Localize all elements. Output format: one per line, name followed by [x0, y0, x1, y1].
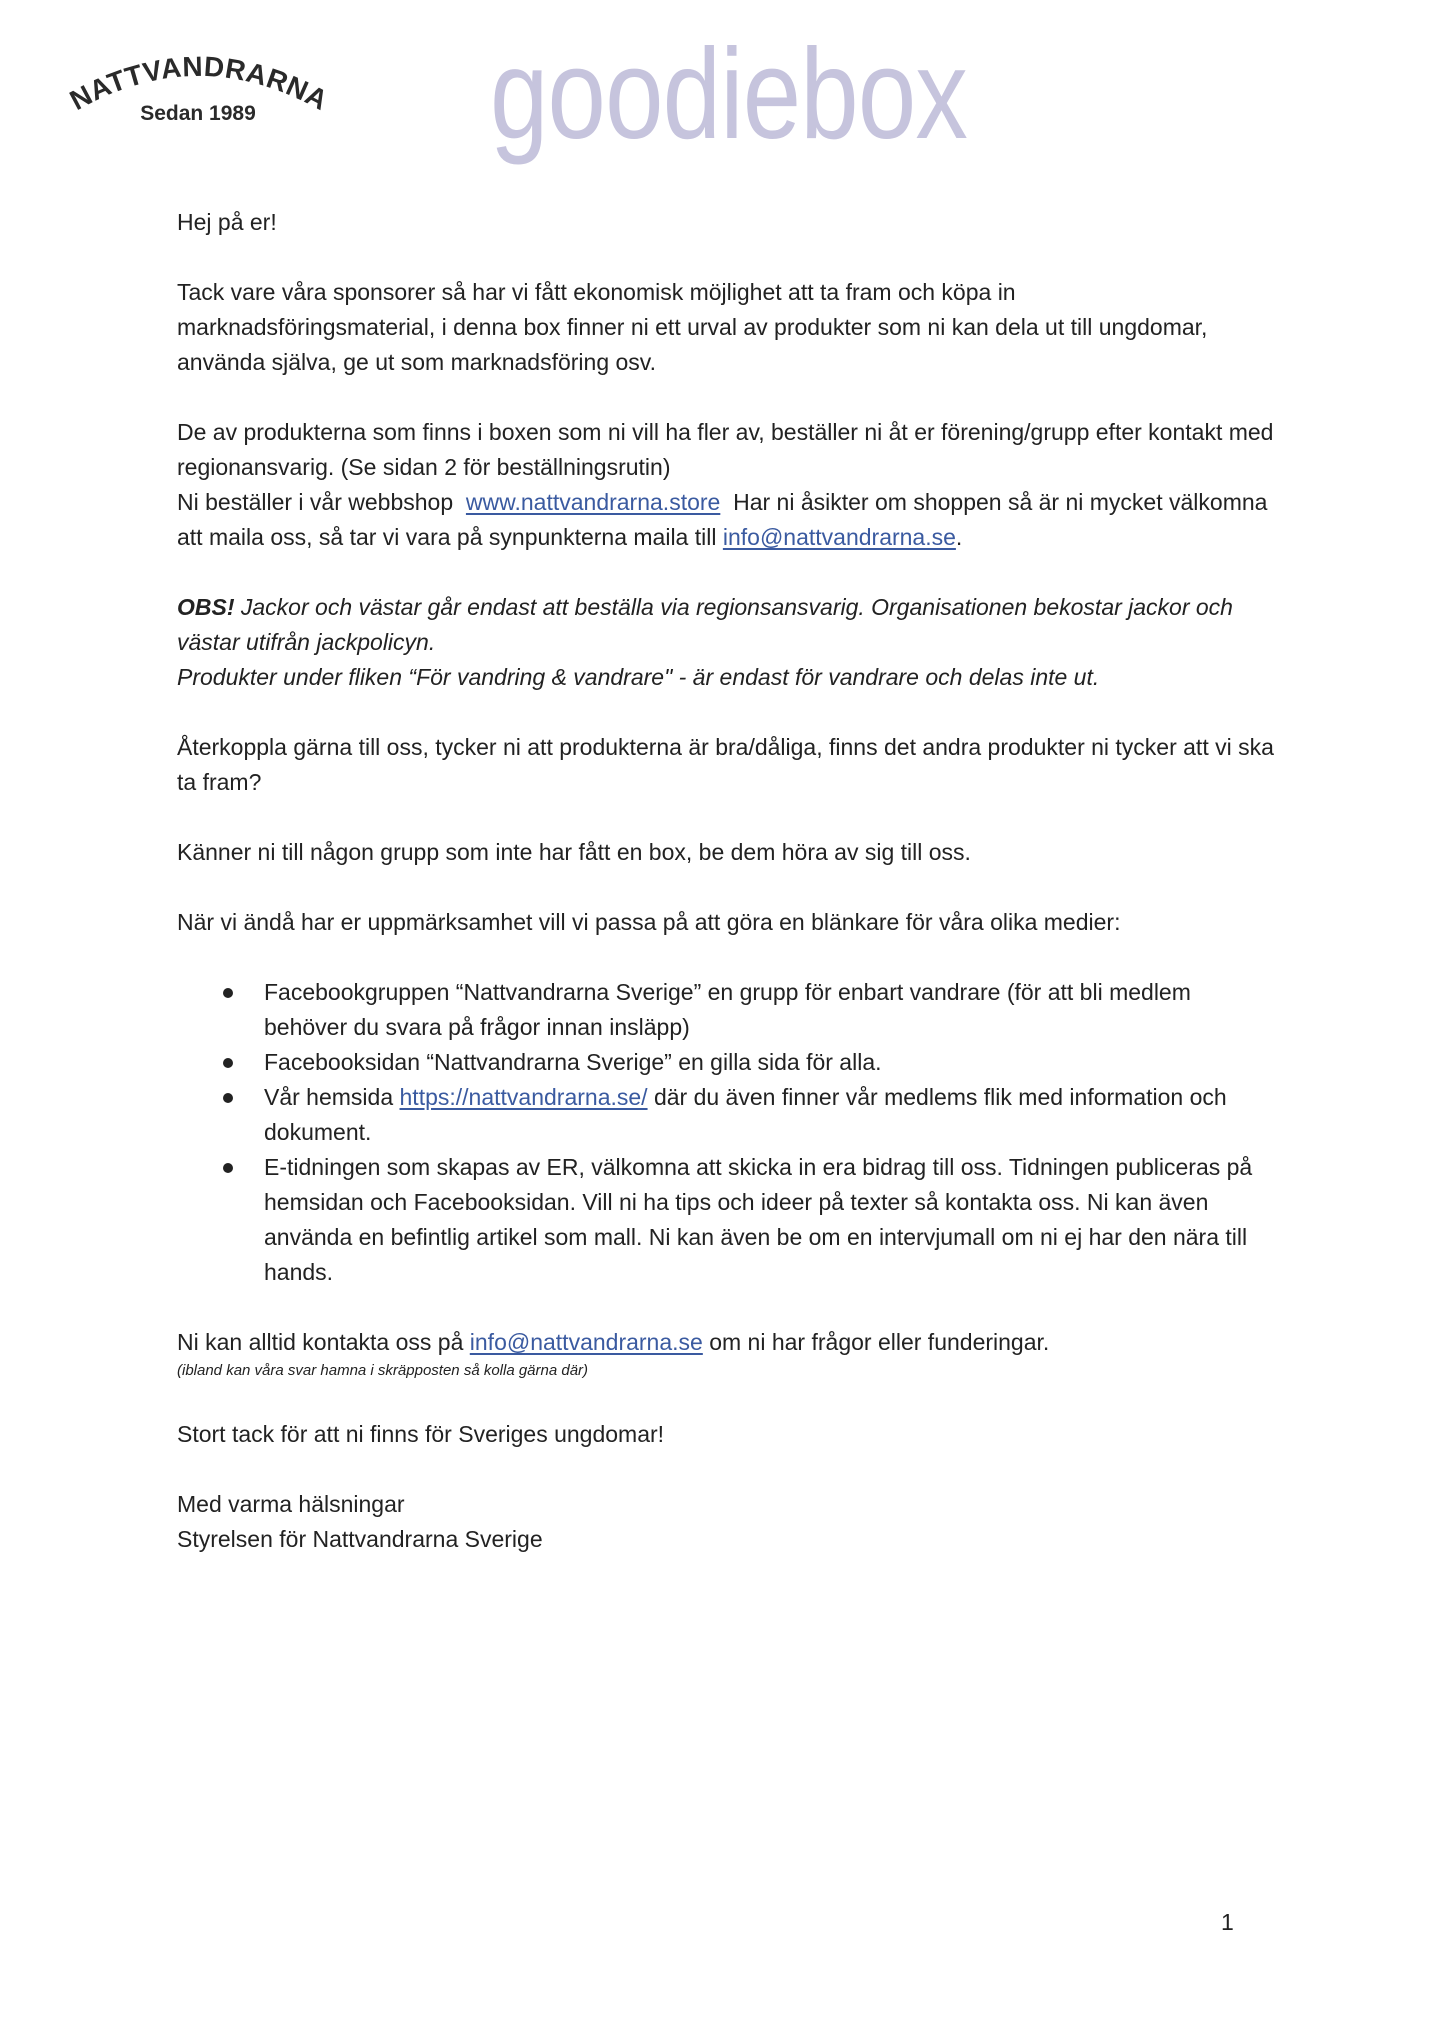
- contact-prefix: Ni kan alltid kontakta oss på: [177, 1329, 470, 1355]
- obs-text: Jackor och västar går endast att beställa via regionsansvarig. Organisationen bekostar jackor och västar utifrån jackpolicyn.: [177, 594, 1233, 655]
- signature-line: Styrelsen för Nattvandrarna Sverige: [177, 1526, 543, 1552]
- bullet-icon: [223, 1093, 233, 1103]
- list-item-suffix: där du även finner vår medlems flik med information och dokument.: [264, 1084, 1227, 1145]
- spam-note: (ibland kan våra svar hamna i skräpposten så kolla gärna där): [177, 1362, 589, 1379]
- email-link[interactable]: info@nattvandrarna.se: [722, 524, 956, 550]
- list-item: [177, 1080, 1277, 1150]
- list-item-text: Facebooksidan “Nattvandrarna Sverige” en gilla sida för alla.: [264, 1049, 882, 1075]
- contact-paragraph: [177, 1325, 1277, 1360]
- nattvandrarna-logo: [58, 46, 338, 128]
- contact-email-link[interactable]: info@nattvandrarna.se: [469, 1329, 703, 1355]
- email-suffix: .: [955, 524, 963, 550]
- website-link[interactable]: https://nattvandrarna.se/: [399, 1084, 648, 1110]
- list-item-text: E-tidningen som skapas av ER, välkomna att skicka in era bidrag till oss. Tidningen publiceras på hemsidan och Facebooksidan. Vill ni ha tips och ideer på texter så kontakta oss. Ni kan även använda en befintlig artikel som mall. Ni kan även be om en intervjumall om ni ej har den nära till hands.: [264, 1154, 1253, 1285]
- thanks-line: Stort tack för att ni finns för Sveriges ungdomar!: [177, 1421, 665, 1447]
- feedback-paragraph: Återkoppla gärna till oss, tycker ni att produkterna är bra/dåliga, finns det andra produkter ni tycker att vi ska ta fram?: [177, 734, 1274, 795]
- media-intro: När vi ändå har er uppmärksamhet vill vi passa på att göra en blänkare för våra olika medier:: [177, 909, 1121, 935]
- bullet-icon: [223, 1163, 233, 1173]
- contact-suffix: om ni har frågor eller funderingar.: [702, 1329, 1050, 1355]
- list-item: [177, 975, 1277, 1045]
- list-item: [177, 1150, 1277, 1290]
- intro-paragraph: Tack vare våra sponsorer så har vi fått ekonomisk möjlighet att ta fram och köpa in marknadsföringsmaterial, i denna box finner ni ett urval av produkter som ni kan dela ut till ungdomar, använda själva, ge ut som marknadsföring osv.: [177, 279, 1208, 375]
- logo-arch-text: NATTVANDRARNA: [64, 50, 334, 117]
- page-number: 1: [1221, 1909, 1234, 1935]
- obs-label: OBS!: [177, 594, 235, 620]
- webshop-link[interactable]: www.nattvandrarna.store: [465, 489, 721, 515]
- obs-paragraph: [177, 590, 1277, 695]
- bullet-icon: [223, 988, 233, 998]
- list-item-text: Facebookgruppen “Nattvandrarna Sverige” en grupp för enbart vandrare (för att bli medlem behöver du svara på frågor innan insläpp): [264, 979, 1191, 1040]
- ordering-text: De av produkterna som finns i boxen som ni vill ha fler av, beställer ni åt er förening/grupp efter kontakt med regionansvarig. (Se sidan 2 för beställningsrutin): [177, 419, 1274, 480]
- shop-suffix: Har ni åsikter om shoppen så är ni mycket välkomna att maila oss, så tar vi vara på synpunkterna maila till: [177, 489, 1268, 550]
- closing-line: Med varma hälsningar: [177, 1491, 405, 1517]
- bullet-icon: [223, 1058, 233, 1068]
- media-list: [177, 975, 1277, 1290]
- know-group-paragraph: Känner ni till någon grupp som inte har fått en box, be dem höra av sig till oss.: [177, 839, 971, 865]
- logo-sub-text: Sedan 1989: [140, 102, 256, 125]
- list-item-prefix: Vår hemsida: [264, 1084, 400, 1110]
- ordering-paragraph: [177, 415, 1277, 555]
- goodiebox-title: goodiebox: [490, 23, 968, 166]
- list-item: [177, 1045, 1277, 1080]
- shop-prefix: Ni beställer i vår webbshop: [177, 489, 460, 515]
- greeting: Hej på er!: [177, 209, 277, 235]
- letter-body: [177, 205, 1277, 1557]
- obs-products: Produkter under fliken “För vandring & vandrare" - är endast för vandrare och delas inte ut.: [177, 664, 1100, 690]
